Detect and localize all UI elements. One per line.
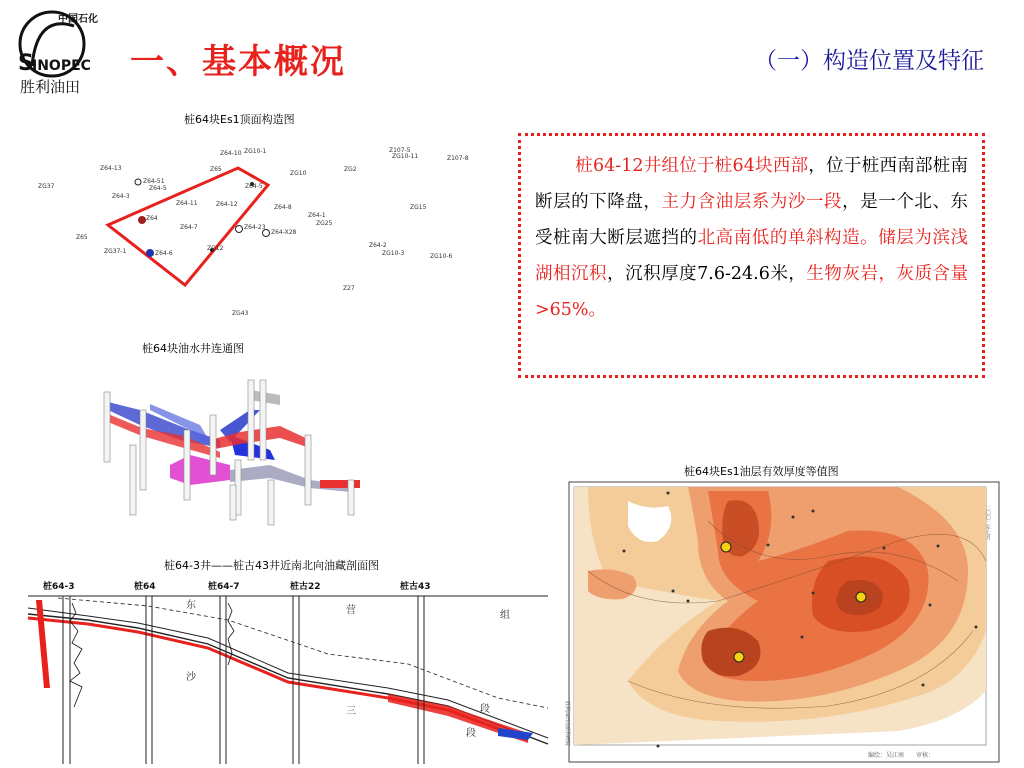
- svg-text:ZG10: ZG10: [290, 170, 307, 177]
- description-box: [518, 133, 985, 378]
- svg-text:Z107-5: Z107-5: [389, 147, 411, 154]
- xsec-well-headers: [43, 580, 431, 592]
- svg-text:INOPEC: INOPEC: [32, 58, 91, 74]
- svg-text:Z64-51: Z64-51: [143, 178, 165, 185]
- oil-reservoir-cross-section: [28, 578, 552, 764]
- svg-text:Z64-13: Z64-13: [100, 165, 122, 172]
- xsec-label-east: 东: [186, 600, 196, 611]
- structure-map-caption: 桩64块Es1顶面构造图: [184, 113, 295, 126]
- thickness-map-caption: 桩64块Es1油层有效厚度等值图: [684, 465, 839, 478]
- svg-text:ZG10-3: ZG10-3: [382, 250, 405, 257]
- sinopec-logo: [12, 4, 102, 96]
- svg-text:Z64-3: Z64-3: [112, 193, 130, 200]
- svg-text:ZG37: ZG37: [38, 183, 55, 190]
- connection-map-caption: 桩64块油水井连通图: [142, 342, 244, 355]
- svg-text:ZG12: ZG12: [207, 245, 224, 252]
- desc-text-1: ，位于桩西南部桩南断层的下降盘，: [535, 156, 969, 212]
- desc-highlight-layer: 主力含油层系为沙一段: [661, 192, 843, 212]
- svg-text:ZG43: ZG43: [232, 310, 249, 317]
- svg-text:Z64-2: Z64-2: [369, 242, 387, 249]
- xsec-label-ying: 营: [346, 605, 356, 616]
- svg-text:Z64-23: Z64-23: [244, 224, 266, 231]
- thickness-side-note: 二〇〇二年七月: [985, 505, 991, 540]
- desc-text-3: ，沉积厚度7.6-24.6米，: [607, 264, 807, 284]
- svg-text:ZG37-1: ZG37-1: [104, 248, 127, 255]
- svg-text:ZG10-1: ZG10-1: [244, 148, 267, 155]
- xsec-label-zu: 组: [500, 610, 510, 621]
- svg-text:ZG10-6: ZG10-6: [430, 253, 453, 260]
- xsec-label-duan2: 段: [466, 728, 476, 739]
- xsec-label-san: 三: [346, 706, 356, 717]
- xsec-well-label-4: 桩古22: [290, 582, 321, 592]
- svg-text:Z64-5: Z64-5: [245, 183, 263, 190]
- svg-text:胜利油田: 胜利油田: [20, 78, 81, 96]
- desc-text-2: ，是一个北、东受桩南大断层遮挡的: [535, 192, 969, 248]
- xsec-well-label-1: 桩64-3: [43, 582, 75, 592]
- svg-text:Z27: Z27: [343, 285, 355, 292]
- svg-text:ZG25: ZG25: [316, 220, 333, 227]
- page-title: 一、基本概况: [130, 42, 346, 82]
- svg-text:Z64-6: Z64-6: [155, 250, 173, 257]
- svg-text:Z64-1: Z64-1: [308, 212, 326, 219]
- svg-text:Z64-8: Z64-8: [274, 204, 292, 211]
- well-labels: [38, 147, 469, 317]
- svg-text:Z64-5: Z64-5: [149, 185, 167, 192]
- svg-text:Z64-12: Z64-12: [216, 201, 238, 208]
- desc-highlight-location: 桩64-12井组位于桩64块西部: [575, 156, 809, 176]
- xsec-well-label-5: 桩古43: [400, 582, 431, 592]
- cross-section-caption: 桩64-3井——桩古43井近南北向油藏剖面图: [164, 559, 379, 572]
- desc-highlight-lithology: 生物灰岩，灰质含量>65%。: [535, 264, 969, 320]
- well-connection-diagram: [80, 370, 380, 525]
- svg-text:S: S: [18, 51, 34, 76]
- desc-highlight-structure: 北高南低的单斜构造。储层为滨浅湖相沉积: [535, 228, 969, 284]
- xsec-label-duan1: 段: [480, 704, 490, 715]
- thickness-left-note: 胜利油田地质科研院: [564, 701, 570, 747]
- svg-text:Z64-10: Z64-10: [220, 150, 242, 157]
- svg-text:Z64-X28: Z64-X28: [271, 229, 297, 236]
- svg-text:Z107-8: Z107-8: [447, 155, 469, 162]
- svg-text:中国石化: 中国石化: [58, 14, 98, 25]
- section-subtitle: （一）构造位置及特征: [754, 48, 984, 74]
- structure-map: [30, 140, 475, 325]
- thickness-footer-note: 编绘：吴江南 审核：: [868, 752, 935, 759]
- xsec-label-sha: 沙: [186, 672, 196, 683]
- description-text: [535, 148, 968, 328]
- effective-thickness-contour-map: [564, 481, 1000, 763]
- svg-text:Z64: Z64: [146, 215, 158, 222]
- svg-text:Z65: Z65: [76, 234, 88, 241]
- svg-text:ZG15: ZG15: [410, 204, 427, 211]
- svg-text:Z64-7: Z64-7: [180, 224, 198, 231]
- svg-text:Z64-11: Z64-11: [176, 200, 198, 207]
- svg-text:ZG2: ZG2: [344, 166, 357, 173]
- svg-text:Z65: Z65: [210, 166, 222, 173]
- xsec-well-label-2: 桩64: [134, 582, 156, 592]
- svg-text:ZG10-11: ZG10-11: [392, 153, 419, 160]
- xsec-well-label-3: 桩64-7: [208, 582, 240, 592]
